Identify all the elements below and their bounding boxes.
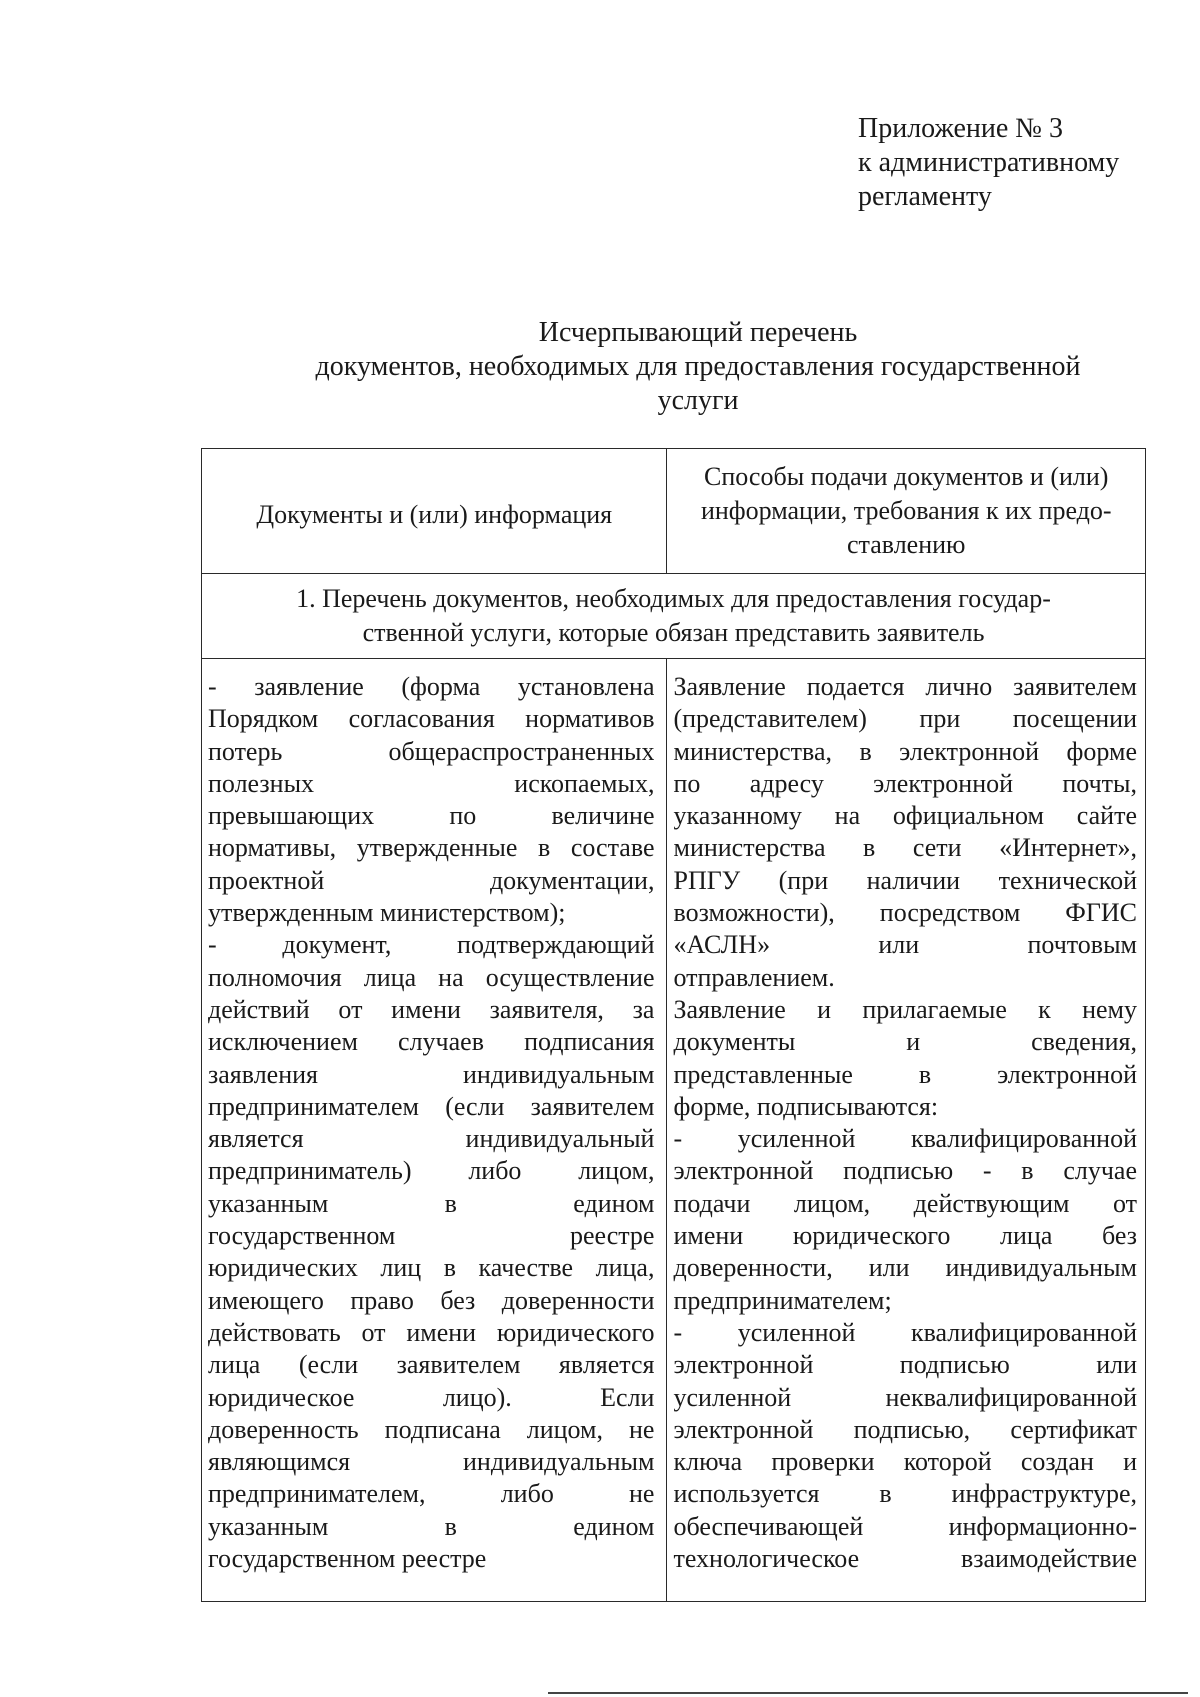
- section-line: 1. Перечень документов, необходимых для предоставления государ-: [296, 584, 1051, 613]
- document-text-line: исключением случаев подписания: [208, 1027, 655, 1057]
- section-heading: [202, 574, 1146, 659]
- section-row: [202, 574, 1146, 659]
- document-text-line: имеющего право без доверенности: [208, 1285, 655, 1315]
- document-text-line: превышающих по величине: [208, 801, 655, 831]
- appendix-line: к административному: [858, 147, 1120, 178]
- document-text-line: заявления индивидуальным: [208, 1059, 655, 1089]
- submission-text-line: предпринимателем;: [673, 1285, 892, 1315]
- document-text-line: юридических лиц в качестве лица,: [208, 1253, 655, 1283]
- submission-text-line: подачи лицом, действующим от: [673, 1188, 1137, 1218]
- document-text-line: предпринимателем (если заявителем: [208, 1091, 655, 1121]
- document-text-line: доверенность подписана лицом, не: [208, 1414, 655, 1444]
- submission-text-line: - усиленной квалифицированной: [673, 1124, 1137, 1154]
- document-text-line: указанным в едином: [208, 1188, 655, 1218]
- submission-text-line: обеспечивающей информационно-: [673, 1511, 1137, 1541]
- document-text-line: потерь общераспространенных: [208, 736, 655, 766]
- document-text-line: полномочия лица на осуществление: [208, 962, 655, 992]
- submission-text-line: форме, подписываются:: [673, 1091, 939, 1121]
- document-text-line: нормативы, утвержденные в составе: [208, 833, 655, 863]
- header-submission-methods: [667, 449, 1146, 574]
- submission-text-line: усиленной неквалифицированной: [673, 1382, 1137, 1412]
- submission-text-line: - усиленной квалифицированной: [673, 1317, 1137, 1347]
- documents-cell: [202, 659, 667, 1602]
- appendix-note: [858, 112, 1119, 214]
- document-text-line: предприниматель) либо лицом,: [208, 1156, 655, 1186]
- submission-text-line: Заявление и прилагаемые к нему: [673, 994, 1137, 1024]
- submission-text-line: доверенности, или индивидуальным: [673, 1253, 1137, 1283]
- document-text-line: действий от имени заявителя, за: [208, 994, 655, 1024]
- document-text-line: - заявление (форма установлена: [208, 672, 655, 701]
- header-documents: [202, 449, 667, 574]
- submission-text-line: министерства, в электронной форме: [673, 736, 1137, 766]
- document-text-line: государственном реестре: [208, 1221, 655, 1251]
- document-text-line: предпринимателем, либо не: [208, 1479, 655, 1509]
- header-documents-label: Документы и (или) информация: [256, 500, 613, 529]
- document-text-line: является индивидуальный: [208, 1124, 655, 1154]
- submission-text-line: электронной подписью или: [673, 1350, 1137, 1380]
- document-title: [200, 316, 1196, 418]
- table-header-row: [202, 449, 1146, 574]
- submission-text-line: ключа проверки которой создан и: [673, 1447, 1137, 1477]
- section-line: ственной услуги, которые обязан представить заявитель: [362, 618, 985, 647]
- appendix-line: регламенту: [858, 181, 992, 212]
- submission-text-line: Заявление подается лично заявителем: [673, 672, 1137, 701]
- submission-text-line: представленные в электронной: [673, 1059, 1137, 1089]
- title-line: услуги: [657, 385, 739, 416]
- submission-text-line: документы и сведения,: [673, 1027, 1137, 1057]
- submission-text-line: (представителем) при посещении: [673, 704, 1137, 734]
- documents-table: [201, 448, 1146, 1602]
- submission-text-line: «АСЛН» или почтовым: [673, 930, 1137, 960]
- table-row: [202, 659, 1146, 1602]
- document-text-line: утвержденным министерством);: [208, 898, 566, 928]
- submission-text-line: имени юридического лица без: [673, 1221, 1137, 1251]
- document-text-line: - документ, подтверждающий: [208, 930, 655, 960]
- document-text-line: Порядком согласования нормативов: [208, 704, 655, 734]
- page-bottom-rule: [548, 1692, 1188, 1694]
- document-text-line: лица (если заявителем является: [208, 1350, 655, 1380]
- appendix-line: Приложение № 3: [858, 113, 1063, 144]
- submission-text-line: электронной подписью - в случае: [673, 1156, 1137, 1186]
- document-text-line: государственном реестре: [208, 1544, 487, 1574]
- document-text-line: действовать от имени юридического: [208, 1317, 655, 1347]
- header-methods-line: Способы подачи документов и (или): [704, 462, 1109, 491]
- document-text-line: проектной документации,: [208, 865, 655, 895]
- submission-text-line: указанному на официальном сайте: [673, 801, 1137, 831]
- submission-text-line: используется в инфраструктуре,: [673, 1479, 1137, 1509]
- submission-text-line: министерства в сети «Интернет»,: [673, 833, 1137, 863]
- header-methods-line: информации, требования к их предо-: [700, 496, 1112, 525]
- submission-text-line: по адресу электронной почты,: [673, 768, 1137, 798]
- document-text-line: юридическое лицо). Если: [208, 1382, 655, 1412]
- document-text-line: указанным в едином: [208, 1511, 655, 1541]
- submission-text-line: РПГУ (при наличии технической: [673, 865, 1137, 895]
- document-text-line: полезных ископаемых,: [208, 768, 655, 798]
- submission-text-line: отправлением.: [673, 962, 835, 992]
- submission-text-line: возможности), посредством ФГИС: [673, 898, 1137, 928]
- submission-text-line: электронной подписью, сертификат: [673, 1414, 1137, 1444]
- document-text-line: являющимся индивидуальным: [208, 1447, 655, 1477]
- submission-cell: [667, 659, 1146, 1602]
- header-methods-line: ставлению: [847, 530, 966, 559]
- title-line: документов, необходимых для предоставления государственной: [315, 351, 1081, 382]
- title-line: Исчерпывающий перечень: [538, 317, 858, 348]
- submission-text-line: технологическое взаимодействие: [673, 1544, 1137, 1574]
